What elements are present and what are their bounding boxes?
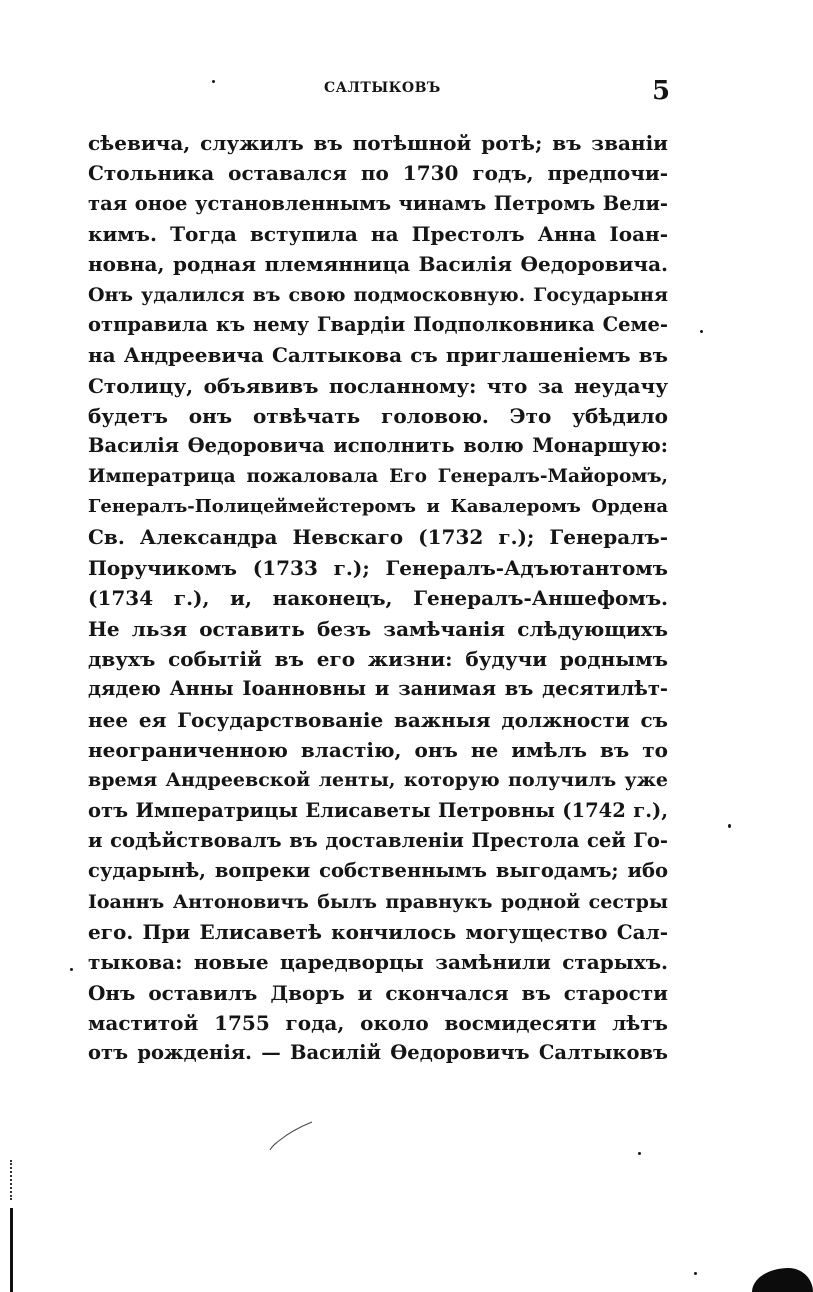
text-line: сѣевича, служилъ въ потѣшной ротѣ; въ званіи: [88, 131, 668, 155]
ink-blob: [752, 1268, 813, 1292]
page-number: 5: [652, 76, 671, 106]
text-line: на Андреевича Салтыкова съ приглашеніемъ въ: [88, 343, 668, 368]
ink-speck: [694, 1272, 697, 1275]
ink-speck: [70, 968, 73, 971]
text-line: Императрица пожаловала Его Генералъ-Майоромъ,: [88, 465, 668, 487]
body-text: [88, 128, 668, 1069]
ink-speck: [700, 330, 703, 333]
running-head: [0, 76, 813, 106]
text-line: отъ рожденія. — Василій Ѳедоровичъ Салтыковъ: [88, 1041, 668, 1065]
text-line: двухъ событій въ его жизни: будучи роднымъ: [88, 646, 668, 671]
text-line: нее ея Государствованіе важныя должности съ: [88, 707, 668, 732]
text-line: Онъ оставилъ Дворъ и скончался въ старости: [88, 980, 668, 1005]
text-line: Іоаннъ Антоновичъ былъ правнукъ родной сестры: [88, 890, 668, 913]
text-line: его. При Елисаветѣ кончилось могущество Сал-: [88, 919, 668, 944]
text-line: отъ Императрицы Елисаветы Петровны (1742 г.),: [88, 798, 668, 822]
text-line: Генералъ-Полицеймейстеромъ и Кавалеромъ Ордена: [88, 496, 668, 518]
binding-edge-mark: [10, 1208, 13, 1292]
text-line: тая оное установленнымъ чинамъ Петромъ Вели-: [88, 191, 668, 215]
pen-stroke-mark: [268, 1118, 314, 1152]
text-line: Онъ удалился въ свою подмосковную. Государыня: [88, 283, 668, 306]
ink-speck: [728, 824, 731, 828]
text-line: и содѣйствовалъ въ доставленіи Престола сей Го-: [88, 828, 668, 852]
running-title: САЛТЫКОВЪ: [324, 80, 441, 96]
text-line: сударынѣ, вопреки собственнымъ выгодамъ; ибо: [88, 859, 668, 883]
binding-edge-dots: [10, 1160, 14, 1200]
ink-speck: [212, 80, 215, 83]
text-line: Поручикомъ (1733 г.); Генералъ-Адъютантомъ: [88, 555, 668, 580]
text-line: Не льзя оставить безъ замѣчанія слѣдующихъ: [88, 616, 668, 641]
text-line: Св. Александра Невскаго (1732 г.); Генералъ-: [88, 525, 668, 550]
text-line: маститой 1755 года, около восмидесяти лѣтъ: [88, 1010, 668, 1035]
text-line: будетъ онъ отвѣчать головою. Это убѣдило: [88, 404, 668, 429]
text-line: новна, родная племянница Василія Ѳедоровича.: [88, 252, 668, 277]
text-line: неограниченною властію, онъ не имѣлъ въ то: [88, 737, 668, 762]
text-line: (1734 г.), и, наконецъ, Генералъ-Аншефомъ.: [88, 586, 668, 611]
text-line: дядею Анны Іоанновны и занимая въ десятилѣт-: [88, 677, 668, 701]
text-line: время Андреевской ленты, которую получилъ уже: [88, 769, 668, 792]
ink-speck: [638, 1152, 641, 1155]
text-line: Столицу, объявивъ посланному: что за неудачу: [88, 373, 668, 398]
text-line: кимъ. Тогда вступила на Престолъ Анна Іоан-: [88, 222, 668, 247]
text-line: Стольника оставался по 1730 годъ, предпочи-: [88, 161, 668, 186]
text-line: отправила къ нему Гвардіи Подполковника Семе-: [88, 313, 668, 337]
text-line: тыкова: новые царедворцы замѣнили старыхъ.: [88, 950, 668, 975]
text-line: Василія Ѳедоровича исполнить волю Монаршую:: [88, 434, 668, 458]
